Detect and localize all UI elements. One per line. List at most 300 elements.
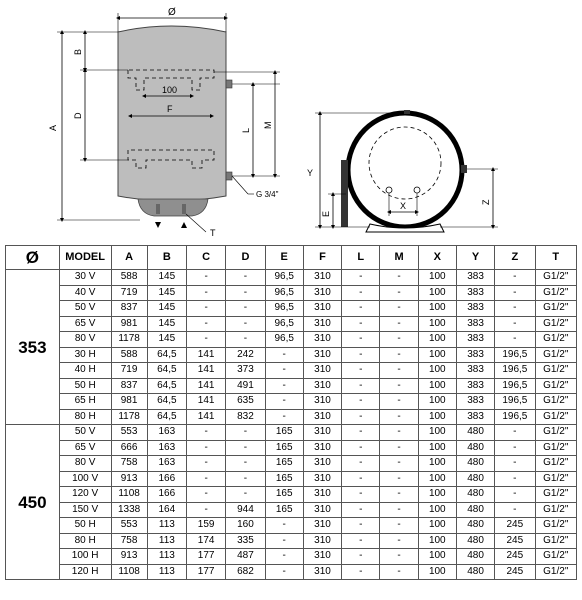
table-cell: 310 [303,518,341,534]
table-cell: 913 [111,549,147,565]
label-diameter: Ø [168,7,176,18]
table-row [6,409,577,425]
column-header: L [342,246,380,270]
table-cell: - [226,456,265,472]
table-row [6,270,577,286]
table-cell: 553 [111,518,147,534]
table-cell: - [226,332,265,348]
table-cell: 310 [303,564,341,580]
table-cell: - [226,316,265,332]
column-header: C [187,246,226,270]
table-cell: 373 [226,363,265,379]
table-cell: 165 [265,471,303,487]
table-cell: 196,5 [495,347,535,363]
table-cell: 310 [303,270,341,286]
table-cell: 480 [456,456,494,472]
table-cell: 480 [456,564,494,580]
table-cell: 145 [147,316,186,332]
table-cell: 310 [303,316,341,332]
column-header: E [265,246,303,270]
table-cell: 310 [303,440,341,456]
table-cell: 635 [226,394,265,410]
table-cell: 96,5 [265,270,303,286]
table-cell: 141 [187,394,226,410]
table-cell: 65 V [59,440,111,456]
table-cell: 163 [147,425,186,441]
table-cell: - [380,456,418,472]
table-cell: 96,5 [265,316,303,332]
table-cell: 64,5 [147,363,186,379]
table-cell: 310 [303,456,341,472]
column-header: X [418,246,456,270]
table-cell: - [342,285,380,301]
table-cell: 1338 [111,502,147,518]
table-cell: 1178 [111,332,147,348]
table-cell: - [226,440,265,456]
table-cell: 100 [418,347,456,363]
table-cell: G1/2" [535,378,576,394]
table-cell: 165 [265,502,303,518]
table-cell: 80 V [59,456,111,472]
table-cell: - [495,285,535,301]
table-cell: - [495,301,535,317]
table-cell: 145 [147,332,186,348]
table-cell: 145 [147,285,186,301]
table-cell: - [342,332,380,348]
table-cell: - [380,549,418,565]
fitting-right-icon [414,187,420,193]
table-cell: G1/2" [535,487,576,503]
table-cell: 50 V [59,425,111,441]
table-cell: 100 H [59,549,111,565]
table-cell: 383 [456,270,494,286]
label-e: E [321,210,331,217]
table-cell: - [380,394,418,410]
arrow-down-icon [155,222,161,228]
table-cell: - [495,316,535,332]
table-cell: - [342,363,380,379]
table-cell: - [380,502,418,518]
table-cell: - [495,487,535,503]
table-cell: 310 [303,409,341,425]
outlet-pipe [182,204,186,214]
table-cell: 310 [303,285,341,301]
table-cell: 100 [418,518,456,534]
table-row [6,347,577,363]
table-cell: - [495,502,535,518]
table-cell: 40 V [59,285,111,301]
table-cell: 491 [226,378,265,394]
table-row [6,425,577,441]
table-cell: G1/2" [535,471,576,487]
table-cell: G1/2" [535,347,576,363]
table-cell: 141 [187,378,226,394]
table-cell: 480 [456,502,494,518]
table-cell: - [380,425,418,441]
fitting-left-icon [386,187,392,193]
table-row [6,332,577,348]
table-row [6,533,577,549]
table-cell: G1/2" [535,549,576,565]
table-cell: 100 [418,409,456,425]
table-cell: 100 [418,456,456,472]
table-cell: 981 [111,316,147,332]
table-row [6,285,577,301]
table-cell: - [187,502,226,518]
label-d: D [73,112,83,119]
table-cell: 196,5 [495,409,535,425]
table-cell: 80 V [59,332,111,348]
table-cell: - [187,301,226,317]
table-cell: - [342,487,380,503]
table-cell: - [342,549,380,565]
table-cell: 163 [147,456,186,472]
table-cell: - [342,456,380,472]
front-view [48,7,280,238]
table-cell: 100 [418,549,456,565]
table-cell: 310 [303,549,341,565]
table-cell: 310 [303,378,341,394]
bottom-cover [138,199,208,216]
table-cell: 832 [226,409,265,425]
table-cell: 177 [187,549,226,565]
table-row [6,301,577,317]
table-cell: 837 [111,378,147,394]
table-cell: G1/2" [535,440,576,456]
table-cell: - [380,440,418,456]
table-cell: - [342,518,380,534]
table-cell: 113 [147,518,186,534]
column-header: B [147,246,186,270]
table-cell: G1/2" [535,425,576,441]
table-cell: 163 [147,440,186,456]
table-cell: 913 [111,471,147,487]
table-cell: 1178 [111,409,147,425]
table-cell: 758 [111,533,147,549]
table-cell: - [265,518,303,534]
table-cell: 196,5 [495,363,535,379]
table-cell: - [495,332,535,348]
table-cell: 981 [111,394,147,410]
table-cell: - [342,440,380,456]
label-t: T [210,228,216,238]
table-cell: - [265,378,303,394]
table-cell: - [380,301,418,317]
table-cell: - [342,533,380,549]
table-cell: 96,5 [265,301,303,317]
table-cell: 480 [456,440,494,456]
table-cell: - [380,347,418,363]
table-cell: 100 [418,301,456,317]
table-cell: - [342,502,380,518]
table-cell: - [187,471,226,487]
table-cell: G1/2" [535,518,576,534]
label-x: X [400,201,407,211]
table-cell: - [187,285,226,301]
table-row [6,394,577,410]
table-cell: 100 [418,363,456,379]
table-cell: 553 [111,425,147,441]
table-cell: - [380,332,418,348]
table-cell: 310 [303,301,341,317]
table-cell: - [187,456,226,472]
column-header: A [111,246,147,270]
table-cell: - [380,409,418,425]
table-row [6,564,577,580]
table-cell: 165 [265,487,303,503]
table-row [6,363,577,379]
table-cell: - [495,456,535,472]
table-row [6,378,577,394]
table-cell: 120 V [59,487,111,503]
header-row [6,246,577,270]
table-cell: - [342,394,380,410]
table-cell: - [495,440,535,456]
table-cell: 164 [147,502,186,518]
table-cell: - [380,471,418,487]
table-cell: 100 [418,425,456,441]
table-cell: 160 [226,518,265,534]
table-cell: 165 [265,425,303,441]
table-cell: 245 [495,518,535,534]
table-cell: 383 [456,301,494,317]
table-cell: - [187,270,226,286]
arrow-up-icon [181,222,187,228]
table-cell: 310 [303,332,341,348]
table-cell: 719 [111,285,147,301]
table-cell: 64,5 [147,347,186,363]
table-cell: 310 [303,394,341,410]
table-cell: 40 H [59,363,111,379]
table-header [6,246,577,270]
specification-table [5,245,577,580]
side-view [307,110,498,232]
table-body [6,270,577,580]
table-cell: 480 [456,487,494,503]
label-100: 100 [162,85,178,95]
table-cell: - [495,425,535,441]
table-cell: 480 [456,533,494,549]
table-cell: G1/2" [535,533,576,549]
table-cell: 100 [418,533,456,549]
table-cell: 666 [111,440,147,456]
table-cell: 141 [187,347,226,363]
table-cell: 100 [418,378,456,394]
table-cell: - [187,316,226,332]
table-cell: 145 [147,301,186,317]
table-cell: 588 [111,270,147,286]
table-cell: - [226,425,265,441]
column-header: Y [456,246,494,270]
table-cell: G1/2" [535,285,576,301]
table-cell: 196,5 [495,378,535,394]
table-cell: 310 [303,425,341,441]
table-cell: 100 [418,394,456,410]
table-cell: - [380,378,418,394]
table-cell: 100 [418,502,456,518]
column-header: Z [495,246,535,270]
table-cell: 480 [456,518,494,534]
table-row [6,456,577,472]
table-cell: - [342,347,380,363]
table-cell: 100 [418,316,456,332]
table-cell: 141 [187,363,226,379]
table-cell: G1/2" [535,394,576,410]
table-cell: - [342,471,380,487]
table-cell: - [342,301,380,317]
table-cell: - [187,425,226,441]
table-cell: 487 [226,549,265,565]
label-z: Z [481,199,491,205]
table-cell: 159 [187,518,226,534]
table-cell: 50 V [59,301,111,317]
table-cell: 682 [226,564,265,580]
table-cell: 310 [303,347,341,363]
table-row [6,518,577,534]
table-cell: - [265,347,303,363]
table-cell: 150 V [59,502,111,518]
column-header: M [380,246,418,270]
table-cell: 588 [111,347,147,363]
right-tab [461,165,467,173]
table-cell: - [342,316,380,332]
table-cell: 383 [456,378,494,394]
table-cell: - [226,285,265,301]
table-cell: 120 H [59,564,111,580]
table-cell: 1108 [111,487,147,503]
table-cell: 30 H [59,347,111,363]
table-cell: 383 [456,316,494,332]
table-cell: - [265,564,303,580]
label-y: Y [307,168,314,178]
table-cell: 166 [147,471,186,487]
table-cell: 174 [187,533,226,549]
table-cell: - [265,394,303,410]
table-cell: 96,5 [265,285,303,301]
table-cell: 837 [111,301,147,317]
table-cell: 113 [147,549,186,565]
table-row [6,471,577,487]
table-cell: 719 [111,363,147,379]
table-cell: G1/2" [535,456,576,472]
table-cell: 383 [456,332,494,348]
diameter-group-cell: 450 [6,425,60,580]
table-cell: 100 [418,332,456,348]
table-cell: 245 [495,533,535,549]
diameter-group-cell: 353 [6,270,60,425]
table-cell: 64,5 [147,378,186,394]
table-cell: 165 [265,440,303,456]
table-cell: - [495,270,535,286]
table-cell: 166 [147,487,186,503]
table-row [6,502,577,518]
table-cell: 100 [418,270,456,286]
table-cell: 383 [456,409,494,425]
table-cell: 96,5 [265,332,303,348]
table-cell: 758 [111,456,147,472]
inlet-pipe [156,204,160,214]
table-cell: - [187,332,226,348]
table-cell: 310 [303,487,341,503]
table-cell: 335 [226,533,265,549]
table-cell: 177 [187,564,226,580]
table-cell: 245 [495,564,535,580]
label-l: L [241,127,251,133]
table-cell: - [226,487,265,503]
table-cell: 1108 [111,564,147,580]
table-cell: 50 H [59,518,111,534]
table-row [6,316,577,332]
table-cell: 383 [456,285,494,301]
table-cell: 383 [456,347,494,363]
table-cell: 80 H [59,409,111,425]
table-cell: 310 [303,533,341,549]
table-cell: 65 V [59,316,111,332]
column-header: F [303,246,341,270]
table-cell: G1/2" [535,332,576,348]
table-cell: 100 V [59,471,111,487]
column-header: MODEL [59,246,111,270]
table-cell: - [342,270,380,286]
table-cell: 100 [418,440,456,456]
table-cell: 64,5 [147,394,186,410]
table-cell: 480 [456,549,494,565]
table-cell: - [342,425,380,441]
table-cell: - [380,363,418,379]
table-cell: - [342,564,380,580]
table-cell: 944 [226,502,265,518]
table-cell: 65 H [59,394,111,410]
table-cell: 50 H [59,378,111,394]
table-cell: 113 [147,564,186,580]
table-cell: 310 [303,502,341,518]
table-cell: - [342,409,380,425]
table-cell: - [187,487,226,503]
table-cell: - [187,440,226,456]
table-cell: 383 [456,363,494,379]
table-cell: 480 [456,425,494,441]
table-cell: G1/2" [535,564,576,580]
table-cell: - [342,378,380,394]
table-cell: - [226,301,265,317]
table-cell: 310 [303,471,341,487]
table-cell: - [265,363,303,379]
table-cell: 80 H [59,533,111,549]
upper-fitting [226,80,232,88]
table-cell: - [380,487,418,503]
table-cell: - [380,564,418,580]
table-cell: 165 [265,456,303,472]
table-cell: - [265,533,303,549]
table-cell: 64,5 [147,409,186,425]
column-header: T [535,246,576,270]
table-cell: - [380,285,418,301]
table-cell: 100 [418,487,456,503]
column-header: D [226,246,265,270]
label-g: G 3/4" [256,190,279,199]
table-cell: - [380,533,418,549]
table-cell: 245 [495,549,535,565]
label-a: A [48,124,58,131]
label-m: M [263,121,273,129]
table-cell: 141 [187,409,226,425]
label-b: B [73,48,83,55]
table-cell: - [380,270,418,286]
table-cell: 100 [418,564,456,580]
table-cell: G1/2" [535,270,576,286]
table-cell: 196,5 [495,394,535,410]
table-cell: - [265,409,303,425]
